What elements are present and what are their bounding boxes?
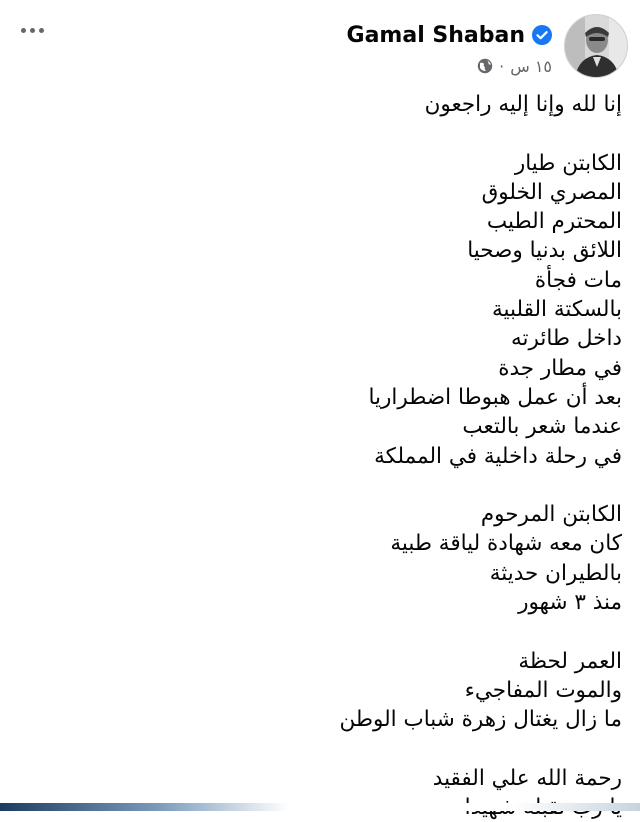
post-text-line: المحترم الطيب xyxy=(486,209,622,235)
post-text-line: المصري الخلوق xyxy=(481,179,622,205)
paragraph-gap xyxy=(22,119,622,148)
post-text-line: رحمة الله علي الفقيد xyxy=(432,765,622,791)
verified-badge-icon xyxy=(532,25,552,45)
post-text-line: عندما شعر بالتعب xyxy=(462,414,622,440)
post-text-line: الكابتن طيار xyxy=(514,150,622,176)
post-text xyxy=(22,90,622,822)
more-options-button[interactable] xyxy=(14,18,50,42)
profile-photo xyxy=(565,15,627,77)
paragraph-gap xyxy=(22,735,622,764)
post-text-line: بعد أن عمل هبوطا اضطراريا xyxy=(368,384,622,410)
post-text-line: في رحلة داخلية في المملكة xyxy=(374,443,622,469)
post-text-line: بالطيران حديثة xyxy=(489,560,622,586)
post-text-line: كان معه شهادة لياقة طبية xyxy=(390,531,622,557)
post-meta xyxy=(477,54,552,78)
post-text-line: في مطار جدة xyxy=(498,355,622,381)
paragraph-gap xyxy=(22,471,622,500)
post-text-line: داخل طائرته xyxy=(511,326,622,352)
paragraph-gap xyxy=(22,617,622,646)
post-time[interactable]: ١٥ س xyxy=(510,56,552,76)
post-text-line: مات فجأة xyxy=(534,267,622,293)
avatar[interactable] xyxy=(564,14,628,78)
more-horizontal-icon xyxy=(21,28,44,33)
post-text-line: ما زال يغتال زهرة شباب الوطن xyxy=(339,707,622,733)
post-text-line: اللائق بدنيا وصحيا xyxy=(467,238,622,264)
post-text-line: بالسكتة القلبية xyxy=(491,297,622,323)
post-text-line: إنا لله وإنا إليه راجعون xyxy=(424,92,622,117)
post-text-line: الكابتن المرحوم xyxy=(480,502,622,528)
meta-separator: · xyxy=(499,56,505,76)
next-post-edge xyxy=(0,803,640,811)
post-text-line: والموت المفاجيء xyxy=(464,677,622,703)
author-row xyxy=(347,20,552,50)
post-text-line: منذ ٣ شهور xyxy=(518,590,622,616)
post-text-line: العمر لحظة xyxy=(518,648,622,674)
globe-icon[interactable] xyxy=(477,58,493,74)
author-name[interactable]: Gamal Shaban xyxy=(346,22,525,48)
